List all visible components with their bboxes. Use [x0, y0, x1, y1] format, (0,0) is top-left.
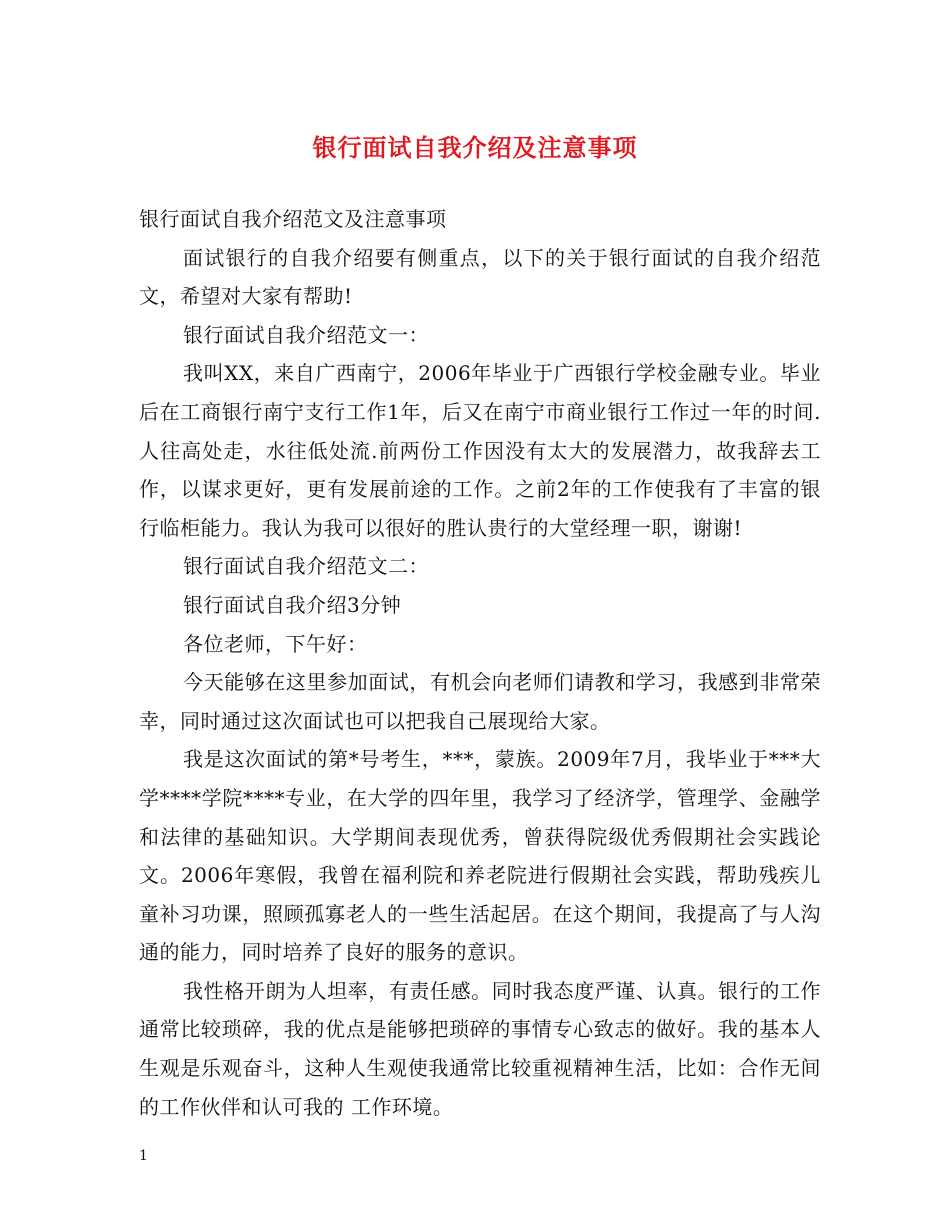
- paragraph-three-minute-heading: 银行面试自我介绍3分钟: [183, 592, 402, 617]
- paragraph-subtitle: 银行面试自我介绍范文及注意事项: [139, 207, 447, 231]
- paragraph-sample-two-heading: 银行面试自我介绍范文二：: [183, 554, 429, 579]
- paragraph-greeting: 各位老师，下午好：: [183, 631, 368, 656]
- paragraph-sample-one-heading: 银行面试自我介绍范文一：: [183, 322, 429, 347]
- paragraph-opening: 今天能够在这里参加面试，有机会向老师们请教和学习，我感到非常荣幸，同时通过这次面试也可以把我自己展现给大家。: [139, 670, 821, 733]
- paragraph-intro: 面试银行的自我介绍要有侧重点，以下的关于银行面试的自我介绍范文，希望对大家有帮助!: [139, 245, 821, 309]
- document-body: [139, 200, 821, 1126]
- paragraph-sample-one-body: 我叫XX，来自广西南宁，2006年毕业于广西银行学校金融专业。毕业后在工商银行南宁支行工作1年，后又在南宁市商业银行工作过一年的时间.人往高处走，水往低处流.前两份工作因没有太大的发展潜力，故我辞去工作，以谋求更好，更有发展前途的工作。之前2年的工作使我有了丰富的银行临柜能力。我认为我可以很好的胜认贵行的大堂经理一职，谢谢!: [139, 361, 821, 540]
- paragraph-personality: 我性格开朗为人坦率，有责任感。同时我态度严谨、认真。银行的工作通常比较琐碎，我的优点是能够把琐碎的事情专心致志的做好。我的基本人生观是乐观奋斗，这种人生观使我通常比较重视精神生活，比如：合作无间的工作伙伴和认可我的 工作环境。: [139, 978, 821, 1119]
- document-title: 银行面试自我介绍及注意事项: [312, 133, 638, 162]
- paragraph-education: 我是这次面试的第*号考生，***，蒙族。2009年7月，我毕业于***大学****学院****专业，在大学的四年里，我学习了经济学，管理学、金融学和法律的基础知识。大学期间表现优秀，曾获得院级优秀假期社会实践论文。2006年寒假，我曾在福利院和养老院进行假期社会实践，帮助残疾儿童补习功课，照顾孤寡老人的一些生活起居。在这个期间，我提高了与人沟通的能力，同时培养了良好的服务的意识。: [139, 747, 821, 965]
- page-number: 1: [139, 1148, 148, 1164]
